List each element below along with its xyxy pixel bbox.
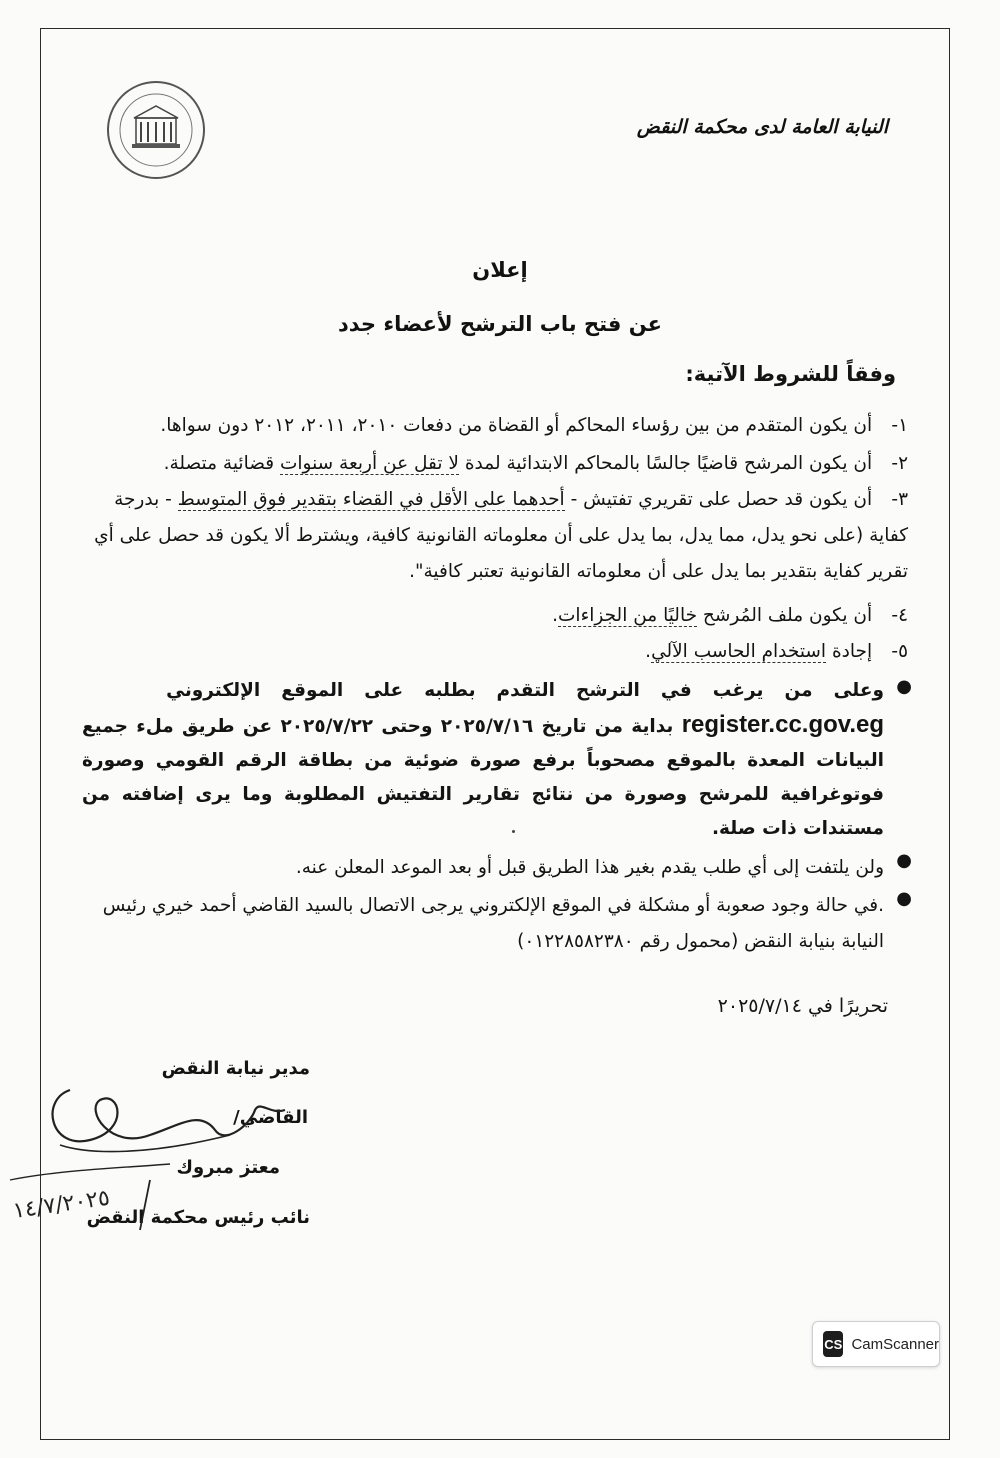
note-text: ولن يلتفت إلى أي طلب يقدم بغير هذا الطريق قبل أو بعد الموعد المعلن عنه.: [295, 857, 884, 878]
condition-text: إجادة: [826, 641, 873, 662]
condition-item-5: [78, 634, 908, 670]
condition-underlined-text: خاليًا من الجزاءات: [558, 605, 698, 626]
handwritten-date: ١٤/٧/٢٠٢٥: [11, 1185, 112, 1224]
condition-underlined-text: أحدهما على الأقل في القضاء بتقدير فوق المتوسط: [177, 489, 565, 510]
conditions-heading: وفقاً للشروط الآتية:: [685, 362, 896, 386]
note-paragraph-1: [82, 850, 912, 886]
registration-website-link[interactable]: register.cc.gov.eg: [681, 711, 885, 738]
court-seal: [104, 78, 208, 182]
condition-number: ٥-: [891, 641, 908, 662]
camscanner-label: CamScanner: [851, 1335, 939, 1353]
condition-text: - بدرجة كفاية (على نحو يدل، مما يدل، بما يدل على أن معلوماته القانونية كافية، ويشترط ألا يكون قد حصل على أي تقرير كفاية بتقدير بما يدل على أن معلوماته القانونية تعتبر كافية".: [94, 489, 908, 582]
stray-dot: [512, 830, 515, 833]
condition-text: قضائية متصلة.: [163, 453, 280, 474]
condition-number: ١-: [891, 415, 908, 436]
application-body: بداية من تاريخ ٢٠٢٥/٧/١٦ وحتى ٢٠٢٥/٧/٢٢ عن طريق ملء جميع البيانات المعدة بالموقع مصحوباً برفع صورة ضوئية من بطاقة الرقم القومي وصورة فوتوغرافية للمرشح وصورة من نتائج تقارير التفتيش المطلوبة وما يرى إضافته من مستندات ذات صلة.: [82, 716, 884, 839]
note-text: .في حالة وجود صعوبة أو مشكلة في الموقع الإلكتروني يرجى الاتصال بالسيد القاضي أحمد خيري رئيس النيابة بنيابة النقض (محمول رقم ٠١٢٢٨٥٨٢٣٨٠): [102, 895, 884, 952]
application-paragraph: [82, 674, 912, 846]
condition-number: ٣-: [891, 489, 908, 510]
condition-text: .: [645, 641, 652, 662]
signatory-prefix: القاضي/: [233, 1107, 308, 1128]
condition-number: ٤-: [891, 605, 908, 626]
condition-text: أن يكون قد حصل على تقريري تفتيش -: [564, 489, 873, 510]
condition-text: أن يكون المرشح قاضيًا جالسًا بالمحاكم الابتدائية لمدة: [458, 453, 873, 474]
condition-item-4: [78, 598, 908, 634]
condition-item-3: [78, 482, 908, 590]
condition-underlined-text: استخدام الحاسب الآلي: [651, 641, 827, 662]
condition-text: أن يكون المتقدم من بين رؤساء المحاكم أو القضاة من دفعات ٢٠١٠، ٢٠١١، ٢٠١٢ دون سواها.: [160, 415, 873, 436]
condition-item-2: [78, 446, 908, 482]
handwritten-signature: [0, 1040, 360, 1240]
announcement-title: إعلان: [472, 258, 528, 282]
application-intro: وعلى من يرغب في الترشح التقدم بطلبه على الموقع الإلكتروني: [166, 680, 884, 701]
bullet-icon: ●: [896, 850, 912, 871]
bullet-icon: ●: [896, 676, 912, 697]
camscanner-watermark: [812, 1321, 940, 1367]
bullet-icon: ●: [896, 888, 912, 909]
condition-text: أن يكون ملف المُرشح: [697, 605, 873, 626]
condition-number: ٢-: [891, 453, 908, 474]
signatory-name: معتز مبروك: [176, 1157, 280, 1178]
header-organization: النيابة العامة لدى محكمة النقض: [636, 116, 888, 138]
condition-text: .: [552, 605, 559, 626]
signatory-position: نائب رئيس محكمة النقض: [86, 1207, 310, 1228]
announcement-subtitle: عن فتح باب الترشح لأعضاء جدد: [338, 312, 662, 336]
signatory-title: مدير نيابة النقض: [161, 1058, 310, 1079]
issue-date: تحريرًا في ٢٠٢٥/٧/١٤: [717, 995, 888, 1017]
condition-underlined-text: لا تقل عن أربعة سنوات: [279, 453, 459, 474]
camscanner-logo-icon: CS: [823, 1331, 843, 1357]
application-text: [82, 674, 912, 846]
condition-item-1: [78, 408, 908, 444]
note-paragraph-2: [82, 888, 912, 960]
